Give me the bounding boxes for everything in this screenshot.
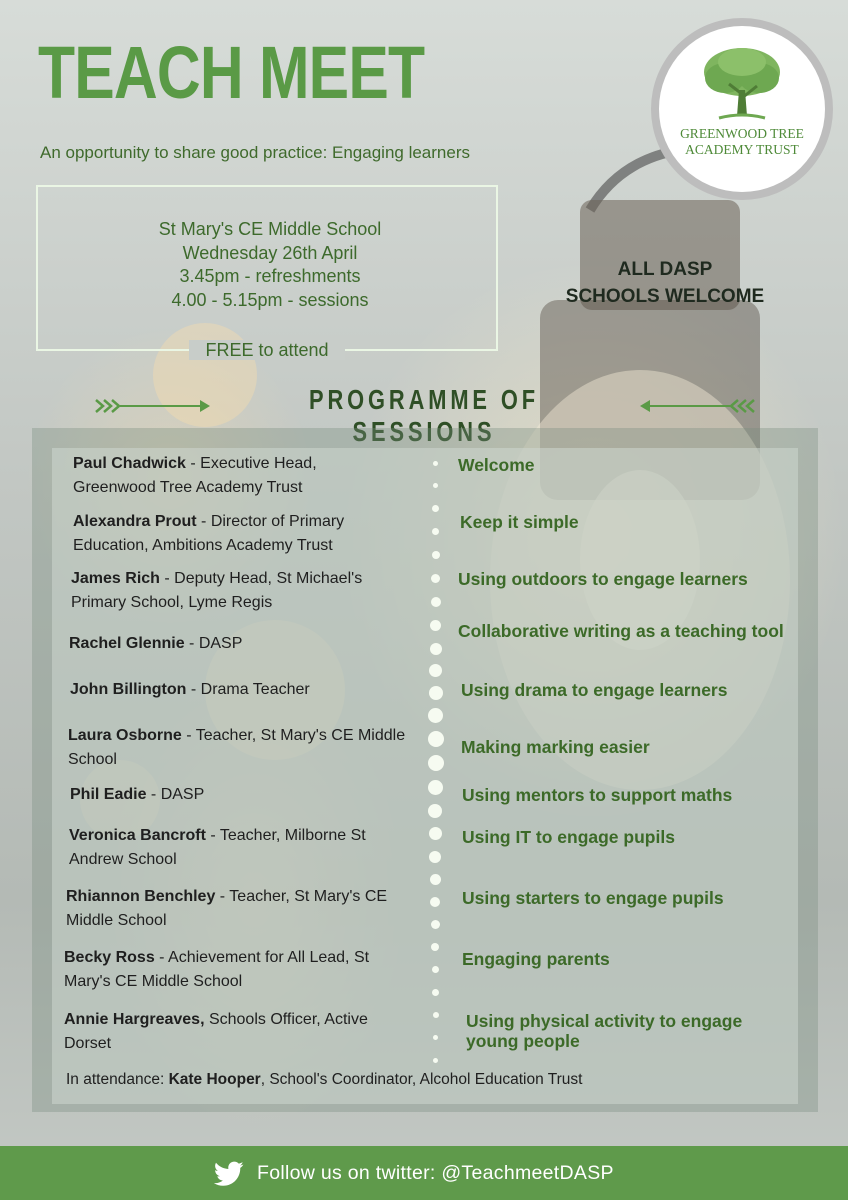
event-details	[60, 218, 480, 312]
twitter-icon[interactable]	[214, 1161, 244, 1187]
session-4: Collaborative writing as a teaching tool	[458, 621, 784, 641]
divider-dot	[433, 1035, 438, 1040]
speaker-role: - Teacher, Milborne St Andrew School	[69, 827, 366, 868]
divider-dot	[428, 780, 443, 795]
attendance-name: Kate Hooper	[168, 1071, 261, 1088]
logo-line-2: ACADEMY TRUST	[685, 142, 799, 157]
divider-dot	[428, 708, 443, 723]
divider-dot	[429, 851, 441, 863]
divider-dot	[429, 686, 443, 700]
speaker-1	[73, 452, 403, 500]
session-7: Using mentors to support maths	[462, 785, 733, 805]
speaker-11	[64, 1008, 394, 1056]
divider-dot	[429, 827, 442, 840]
event-venue: St Mary's CE Middle School	[158, 219, 382, 239]
programme-title: PROGRAMME OF SESSIONS	[308, 384, 540, 447]
divider-dot	[431, 943, 439, 951]
speaker-3	[71, 567, 411, 615]
speaker-name: Annie Hargreaves,	[64, 1011, 205, 1028]
free-to-attend	[122, 340, 412, 361]
divider-dot	[430, 897, 440, 907]
session-5: Using drama to engage learners	[461, 680, 728, 700]
divider-dot	[428, 755, 444, 771]
session-9: Using starters to engage pupils	[462, 888, 724, 908]
attendance-rest: , School's Coordinator, Alcohol Education Trust	[260, 1071, 583, 1088]
divider-dot	[430, 874, 441, 885]
speaker-role: - DASP	[184, 635, 243, 652]
speaker-role: - Drama Teacher	[186, 681, 310, 698]
speaker-role: Schools Officer, Active Dorset	[64, 1011, 368, 1052]
free-text: FREE to attend	[189, 340, 344, 360]
divider-dot	[431, 574, 440, 583]
event-date: Wednesday 26th April	[182, 242, 358, 263]
divider-dot	[430, 643, 442, 655]
footer-bar	[0, 1146, 848, 1200]
speaker-role: - DASP	[146, 786, 205, 803]
session-11: Using physical activity to engage young people	[466, 1011, 743, 1051]
welcome-line-1: ALL DASP	[617, 259, 713, 280]
schools-welcome	[540, 256, 790, 310]
speaker-role: - Executive Head, Greenwood Tree Academy Trust	[73, 455, 317, 496]
speaker-role: - Teacher, St Mary's CE Middle School	[66, 888, 388, 929]
speaker-name: John Billington	[70, 681, 187, 698]
session-8: Using IT to engage pupils	[462, 827, 675, 847]
divider-dot	[429, 664, 442, 677]
session-1: Welcome	[458, 455, 535, 475]
divider-dot	[428, 804, 442, 818]
divider-dot	[431, 920, 440, 929]
speaker-6	[68, 724, 408, 772]
speaker-role: - Deputy Head, St Michael's Primary School, Lyme Regis	[71, 570, 363, 611]
divider-dot	[432, 528, 439, 535]
divider-dot	[428, 731, 444, 747]
divider-dot	[433, 461, 438, 466]
tree-icon	[699, 44, 785, 126]
speaker-5	[70, 678, 420, 702]
divider-dot	[432, 505, 439, 512]
divider-dot	[432, 989, 439, 996]
speaker-name: Becky Ross	[64, 949, 155, 966]
speaker-8	[69, 824, 414, 872]
speaker-name: Phil Eadie	[70, 786, 147, 803]
speaker-name: Veronica Bancroft	[69, 827, 206, 844]
event-refreshments: 3.45pm - refreshments	[179, 266, 361, 286]
speaker-2	[73, 510, 403, 558]
speaker-4	[69, 632, 419, 656]
speaker-name: Rachel Glennie	[69, 635, 185, 652]
attendance-prefix: In attendance:	[66, 1071, 169, 1088]
divider-dot	[433, 1058, 438, 1063]
divider-dot	[433, 483, 438, 488]
speaker-role: - Director of Primary Education, Ambitions Academy Trust	[73, 513, 345, 554]
speaker-role: - Achievement for All Lead, St Mary's CE Middle School	[64, 949, 370, 990]
divider-dot	[430, 620, 441, 631]
divider-dot	[432, 966, 439, 973]
divider-dot	[433, 1012, 439, 1018]
session-10: Engaging parents	[462, 949, 610, 969]
speaker-7	[70, 783, 420, 807]
event-sessions-time: 4.00 - 5.15pm - sessions	[171, 289, 369, 310]
speaker-name: Paul Chadwick	[73, 455, 186, 472]
session-6: Making marking easier	[461, 737, 650, 757]
logo-line-1: GREENWOOD TREE	[680, 126, 804, 141]
session-2: Keep it simple	[460, 512, 579, 532]
speaker-name: Alexandra Prout	[73, 513, 197, 530]
page-subtitle: An opportunity to share good practice: Engaging learners	[40, 143, 470, 162]
speaker-10	[64, 946, 394, 994]
twitter-handle-link[interactable]: Follow us on twitter: @TeachmeetDASP	[257, 1162, 614, 1184]
arrow-left-icon	[632, 397, 756, 415]
divider-dot	[432, 551, 440, 559]
speaker-role: - Teacher, St Mary's CE Middle School	[68, 727, 406, 768]
speaker-name: Laura Osborne	[68, 727, 182, 744]
page-title: TEACH MEET	[38, 31, 425, 114]
arrow-right-icon	[94, 397, 218, 415]
attendance-note	[66, 1071, 582, 1089]
divider-dot	[431, 597, 441, 607]
session-3: Using outdoors to engage learners	[458, 569, 748, 589]
welcome-line-2: SCHOOLS WELCOME	[565, 286, 765, 307]
speaker-9	[66, 885, 411, 933]
greenwood-tree-logo	[659, 26, 825, 192]
speaker-name: James Rich	[71, 570, 160, 587]
speaker-name: Rhiannon Benchley	[66, 888, 216, 905]
